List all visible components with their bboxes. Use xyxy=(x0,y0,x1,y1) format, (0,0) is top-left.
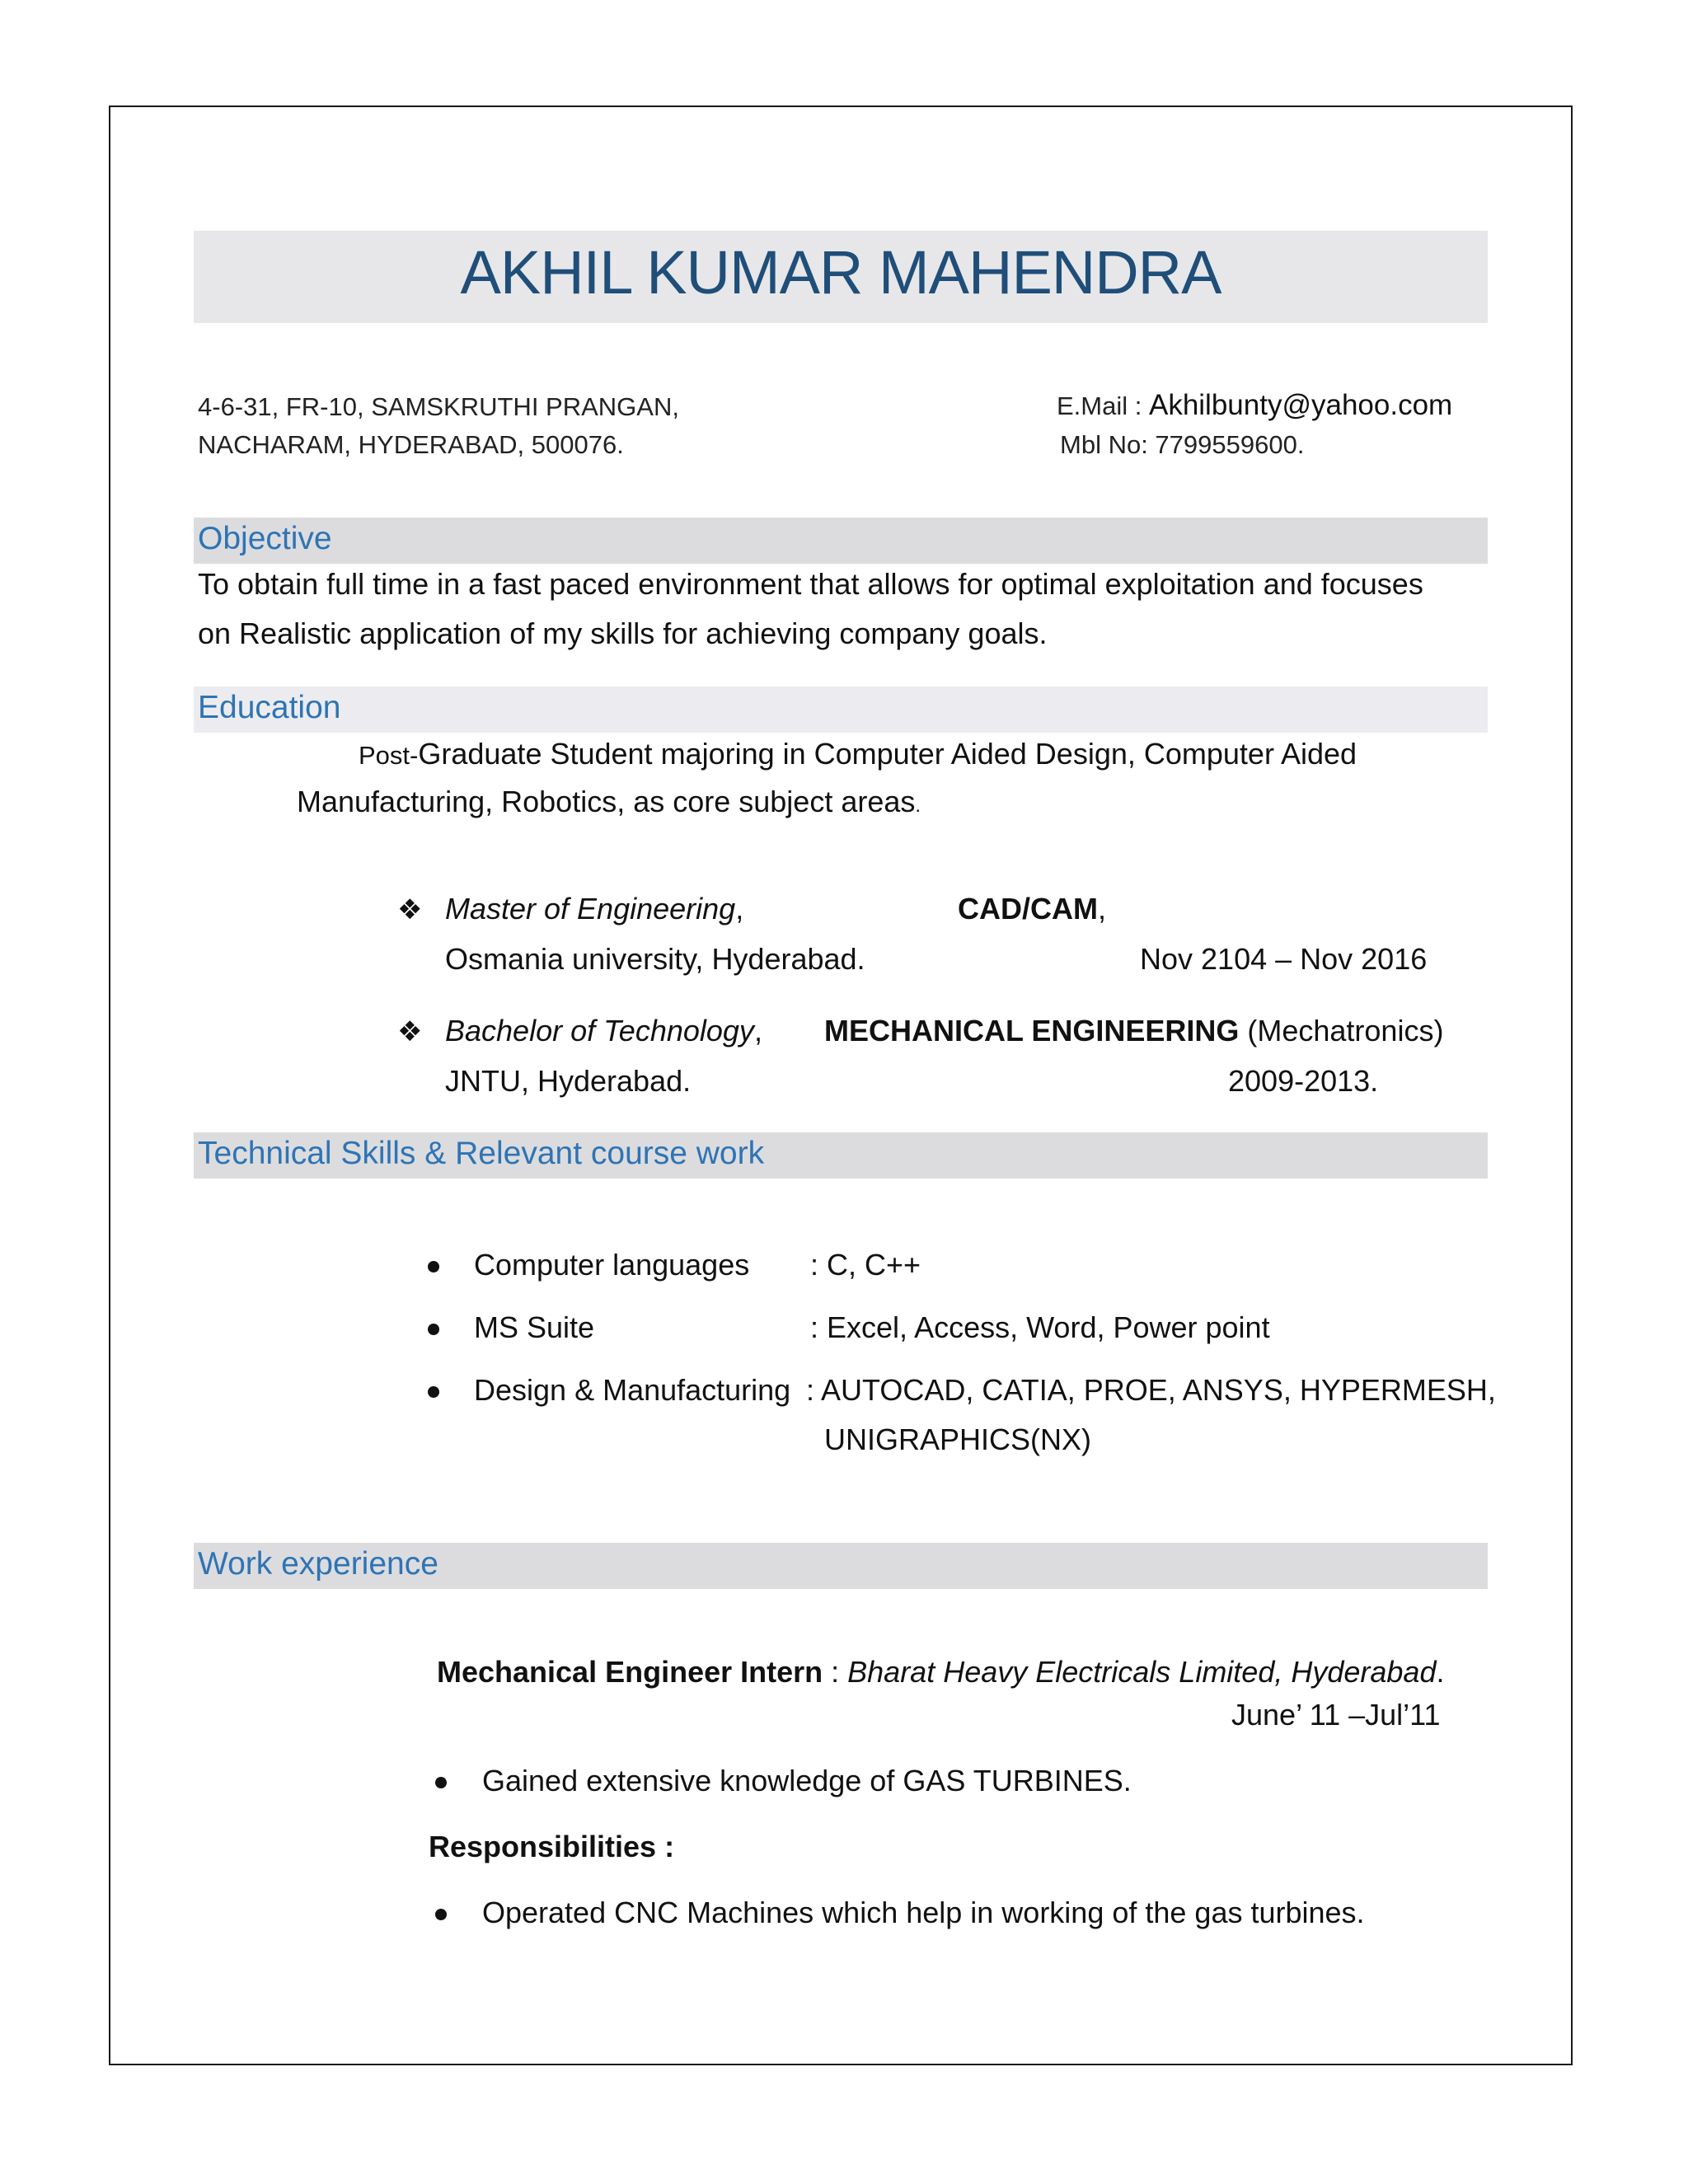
work-point-1-bullet-icon xyxy=(435,1777,447,1788)
degree-2-major-name: MECHANICAL ENGINEERING xyxy=(824,1014,1240,1047)
objective-heading: Objective xyxy=(198,521,332,556)
education-bar xyxy=(194,687,1488,733)
degree-1-major-suffix: , xyxy=(1097,892,1106,926)
education-intro-line-2 xyxy=(297,785,921,819)
work-sep: : xyxy=(823,1655,848,1689)
degree-1-bullet-icon: ❖ xyxy=(397,894,423,926)
degree-1-comma: , xyxy=(735,892,744,926)
phone-value: 7799559600. xyxy=(1155,430,1305,459)
degree-2-bullet-icon: ❖ xyxy=(397,1016,423,1047)
degree-1-major-name: CAD/CAM xyxy=(958,892,1098,926)
degree-2-comma: , xyxy=(753,1014,762,1047)
skill-2-sep: : xyxy=(810,1310,828,1344)
education-intro-line-1 xyxy=(359,737,1357,771)
degree-2-dates: 2009-2013. xyxy=(1228,1064,1379,1098)
objective-line-2: on Realistic application of my skills for achieving company goals. xyxy=(198,616,1048,650)
degree-2-title xyxy=(445,1014,762,1048)
responsibilities-heading xyxy=(429,1830,674,1864)
skill-2-value-row xyxy=(810,1310,1270,1345)
objective-bar xyxy=(194,518,1488,564)
skill-1-label: Computer languages xyxy=(474,1248,750,1282)
degree-1-name: Master of Engineering xyxy=(445,892,736,926)
degree-1-dates: Nov 2104 – Nov 2016 xyxy=(1140,942,1428,976)
work-dates: June’ 11 –Jul’11 xyxy=(1231,1698,1441,1732)
education-intro-text-2: Manufacturing, Robotics, as core subject areas xyxy=(297,785,916,818)
skill-2-value: Excel, Access, Word, Power point xyxy=(827,1310,1270,1344)
skill-1-value-row xyxy=(810,1248,921,1282)
degree-2-major-suffix: (Mechatronics) xyxy=(1239,1014,1444,1047)
skill-1-sep: : xyxy=(810,1248,828,1282)
skill-3-value-cont: UNIGRAPHICS(NX) xyxy=(824,1422,1092,1456)
skill-1-bullet-icon xyxy=(428,1261,439,1272)
education-intro-prefix: Post- xyxy=(359,741,419,770)
candidate-name: AKHIL KUMAR MAHENDRA xyxy=(460,238,1221,307)
education-heading: Education xyxy=(198,690,341,725)
skill-3-value: AUTOCAD, CATIA, PROE, ANSYS, HYPERMESH, xyxy=(821,1373,1496,1407)
education-intro-text-1: Graduate Student majoring in Computer Aided Design, Computer Aided xyxy=(418,737,1357,771)
skills-heading: Technical Skills & Relevant course work xyxy=(198,1136,765,1171)
degree-1-major xyxy=(958,892,1106,926)
degree-2-name: Bachelor of Technology xyxy=(445,1014,754,1047)
address-line-1: 4-6-31, FR-10, SAMSKRUTHI PRANGAN, xyxy=(198,392,679,421)
degree-2-major xyxy=(824,1014,1443,1048)
address-line-2: NACHARAM, HYDERABAD, 500076. xyxy=(198,430,624,459)
objective-line-1: To obtain full time in a fast paced environment that allows for optimal exploitation and focuses xyxy=(198,567,1423,601)
work-title: Mechanical Engineer Intern xyxy=(437,1655,823,1689)
skill-3-sep: : xyxy=(806,1373,822,1407)
email-row xyxy=(1057,389,1452,422)
skill-3-label: Design & Manufacturing xyxy=(474,1373,791,1407)
skill-3-bullet-icon xyxy=(428,1386,439,1398)
work-point-1: Gained extensive knowledge of GAS TURBINES. xyxy=(482,1764,1132,1797)
email-value: Akhilbunty@yahoo.com xyxy=(1148,389,1453,421)
work-point-2-bullet-icon xyxy=(435,1909,447,1920)
work-point-2: Operated CNC Machines which help in working of the gas turbines. xyxy=(482,1896,1365,1929)
skill-3-value-row xyxy=(806,1373,1496,1408)
work-company-end: . xyxy=(1436,1655,1445,1689)
degree-2-school: JNTU, Hyderabad. xyxy=(445,1064,692,1098)
work-heading: Work experience xyxy=(198,1546,438,1582)
email-label: E.Mail : xyxy=(1057,391,1149,420)
skill-1-value: C, C++ xyxy=(827,1248,921,1282)
responsibilities-label: Responsibilities : xyxy=(429,1830,675,1863)
phone-row xyxy=(1060,430,1304,460)
degree-1-title xyxy=(445,892,743,926)
phone-label: Mbl No: xyxy=(1060,430,1156,459)
degree-1-school: Osmania university, Hyderabad. xyxy=(445,942,865,976)
work-title-row xyxy=(437,1655,1444,1690)
work-company: Bharat Heavy Electricals Limited, Hyderabad xyxy=(847,1655,1437,1689)
skill-2-bullet-icon xyxy=(428,1324,439,1335)
skill-2-label: MS Suite xyxy=(474,1310,595,1344)
education-intro-end: . xyxy=(915,794,921,817)
